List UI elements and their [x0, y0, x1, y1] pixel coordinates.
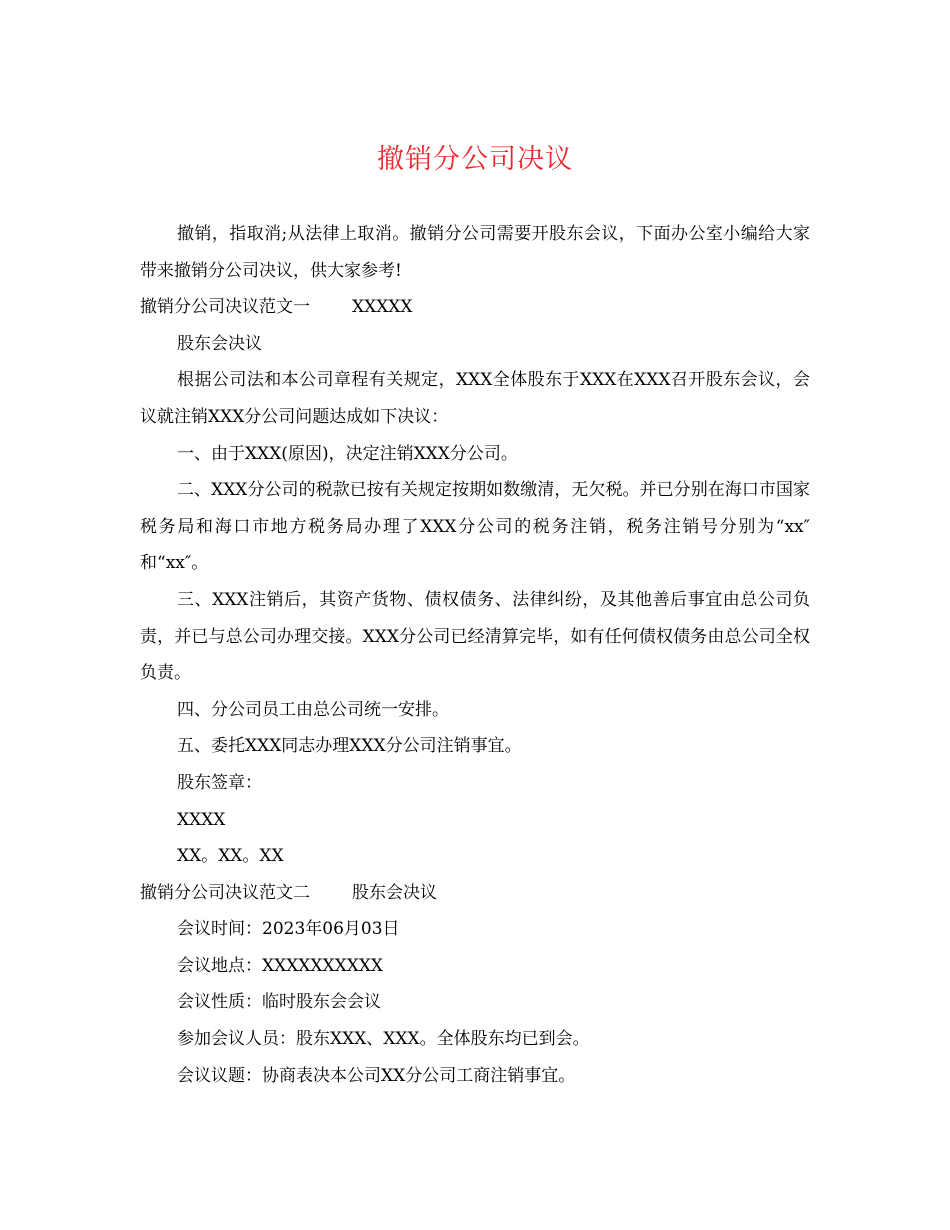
sample2-heading: 股东会决议 [352, 882, 437, 903]
sample2-heading-line [140, 875, 810, 912]
sample1-label: 撤销分公司决议范文一 [140, 297, 310, 318]
sample1-heading-line [140, 289, 810, 326]
resolution-item-1: 一、由于XXX(原因)，决定注销XXX分公司。 [177, 443, 518, 464]
intro-paragraph: 撤销，指取消;从法律上取消。撤销分公司需要开股东会议，下面办公室小编给大家带来撤销分公司决议，供大家参考! [140, 224, 810, 281]
document-body [140, 216, 810, 1094]
basis-paragraph: 根据公司法和本公司章程有关规定，XXX全体股东于XXX在XXX召开股东会议，会议就注销XXX分公司问题达成如下决议： [140, 370, 810, 427]
meeting-heading: 股东会决议 [177, 333, 262, 354]
meeting-nature: 会议性质：临时股东会会议 [177, 992, 381, 1013]
meeting-time: 会议时间：2023年06月03日 [177, 919, 400, 940]
resolution-item-5: 五、委托XXX同志办理XXX分公司注销事宜。 [177, 736, 522, 757]
sample1-code: XXXXX [352, 297, 413, 318]
agenda: 会议议题：协商表决本公司XX分公司工商注销事宜。 [177, 1065, 576, 1086]
sample2-label: 撤销分公司决议范文二 [140, 882, 310, 903]
signature-name: XXXX [177, 809, 226, 830]
resolution-item-3: 三、XXX注销后，其资产货物、债权债务、法律纠纷，及其他善后事宜由总公司负责，并已与总公司办理交接。XXX分公司已经清算完毕，如有任何债权债务由总公司全权负责。 [140, 589, 810, 684]
signature-date: XX。XX。XX [177, 846, 284, 867]
document-title: 撤销分公司决议 [377, 144, 573, 175]
attendees: 参加会议人员：股东XXX、XXX。全体股东均已到会。 [177, 1029, 590, 1050]
signature-label: 股东签章： [177, 772, 262, 793]
resolution-item-2: 二、XXX分公司的税款已按有关规定按期如数缴清，无欠税。并已分别在海口市国家税务局和海口市地方税务局办理了XXX分公司的税务注销，税务注销号分别为“xx″和“xx″。 [140, 480, 810, 574]
meeting-place: 会议地点：XXXXXXXXXX [177, 955, 384, 976]
resolution-item-4: 四、分公司员工由总公司统一安排。 [177, 699, 449, 720]
